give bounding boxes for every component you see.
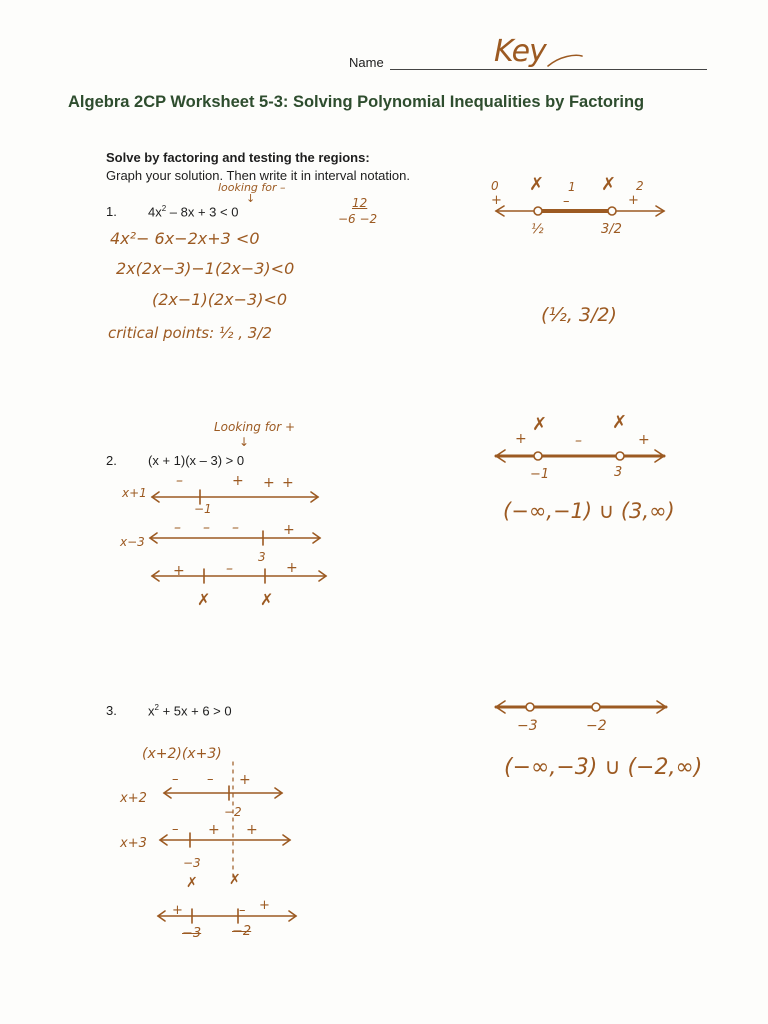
- problem-1-pair: −6 −2: [338, 212, 378, 226]
- problem-3-line-2-sign-1: –: [172, 822, 179, 837]
- problem-3-mark-1: ✗: [186, 875, 198, 891]
- problem-1-cross-1: ✗: [529, 174, 545, 195]
- problem-3-number: 3.: [106, 703, 117, 718]
- problem-3-line-3-sign-1: +: [172, 903, 183, 918]
- problem-2-line-1-label: x+1: [122, 486, 147, 500]
- problem-2-graph-cross-1: ✗: [532, 414, 548, 435]
- problem-3-equation: $x^2 + 5x + 6 > 0$: [148, 703, 232, 719]
- problem-1-work-line-2: 2x(2x−3)−1(2x−3)<0: [116, 259, 295, 278]
- problem-2-line-1-tick: −1: [194, 502, 212, 516]
- problem-2-line-3-sign-3: +: [286, 560, 298, 576]
- problem-3-answer: (−∞,−3) ∪ (−2,∞): [504, 755, 703, 780]
- problem-2-graph-sign-middle: –: [575, 433, 582, 449]
- problem-1-label-three-halves: 3/2: [601, 222, 622, 237]
- problem-1-sign-middle: –: [563, 194, 570, 209]
- problem-3-mark-2: ✗: [229, 872, 241, 888]
- name-value: Key: [494, 34, 546, 69]
- problem-3-work-line-2: [160, 833, 290, 847]
- problem-3-line-1-sign-3: +: [239, 772, 251, 788]
- problem-1-looking-for: looking for –: [218, 181, 286, 194]
- problem-3-line-1-label: x+2: [120, 791, 147, 806]
- problem-3-graph-label-2: −2: [586, 718, 607, 734]
- problem-2-arrow: ↓: [239, 435, 250, 449]
- problem-2-equation: (x + 1)(x – 3) > 0: [148, 453, 245, 468]
- problem-3-line-3-sign-3: +: [259, 898, 270, 913]
- problem-1-number-line: [496, 206, 664, 216]
- instructions-body: Graph your solution. Then write it in interval notation.: [106, 168, 410, 183]
- problem-3-line-3-tick-1: −3: [182, 926, 202, 941]
- problem-2-line-2-tick: 3: [258, 550, 266, 564]
- problem-1-region-0: 0: [491, 179, 499, 193]
- problem-2-line-3-sign-1: +: [173, 563, 185, 579]
- problem-2-answer: (−∞,−1) ∪ (3,∞): [503, 499, 675, 523]
- problem-2-line-1-sign-2: +: [232, 473, 244, 489]
- problem-1-answer: (½, 3/2): [541, 304, 617, 326]
- problem-1-sign-left: +: [491, 193, 502, 208]
- problem-3-graph-label-1: −3: [517, 718, 538, 734]
- problem-1-work-line-3: (2x−1)(2x−3)<0: [152, 290, 288, 309]
- problem-2-graph-label-1: −1: [530, 467, 550, 482]
- problem-2-work-line-1: [152, 490, 318, 504]
- problem-2-line-1-sign-4: +: [282, 475, 294, 491]
- problem-2-line-3-mark-1: ✗: [197, 590, 211, 609]
- name-label: Name: [349, 55, 384, 70]
- problem-1-region-1: 1: [568, 180, 576, 194]
- problem-2-line-2-sign-1: –: [174, 520, 181, 536]
- problem-2-number-line: [496, 450, 664, 462]
- problem-2-line-2-sign-4: +: [283, 522, 295, 538]
- problem-3-number-line: [496, 701, 666, 713]
- problem-2-graph-cross-2: ✗: [612, 412, 628, 433]
- problem-3-line-2-tick: −3: [183, 856, 201, 870]
- problem-2-line-2-sign-3: –: [232, 520, 239, 536]
- problem-2-line-2-label: x−3: [120, 535, 145, 549]
- problem-1-region-2: 2: [636, 179, 644, 193]
- problem-1-label-half: ½: [531, 222, 544, 237]
- problem-3-line-1-tick: −2: [224, 805, 242, 819]
- problem-3-line-2-sign-2: +: [208, 822, 220, 838]
- problem-2-line-1-sign-1: –: [176, 473, 183, 489]
- problem-1-critical-points: critical points: ½ , 3/2: [108, 324, 272, 342]
- problem-1-work-line-1: 4x²− 6x−2x+3 <0: [110, 229, 260, 248]
- problem-2-work-line-2: [150, 531, 320, 545]
- problem-3-work-line-1: [164, 786, 282, 800]
- problem-2-looking-for: Looking for +: [214, 420, 296, 434]
- problem-3-line-1-sign-1: –: [172, 772, 179, 787]
- problem-3-line-1-sign-2: –: [207, 772, 214, 787]
- problem-1-cross-2: ✗: [601, 174, 617, 195]
- problem-3-line-2-sign-3: +: [246, 822, 258, 838]
- problem-2-number: 2.: [106, 453, 117, 468]
- problem-2-line-1-sign-3: +: [263, 475, 275, 491]
- problem-1-equation: $4x^2 - 8x + 3 < 0$: [148, 204, 239, 220]
- problem-2-graph-sign-left: +: [515, 431, 527, 447]
- problem-3-line-3-sign-2: –: [239, 903, 246, 918]
- problem-3-work-line-3: [158, 909, 296, 923]
- problem-2-work-line-3: [152, 569, 326, 583]
- problem-2-line-3-mark-2: ✗: [260, 590, 274, 609]
- problem-1-arrow: ↓: [246, 192, 256, 205]
- problem-1-product: 12: [352, 196, 368, 210]
- problem-2-graph-sign-right: +: [638, 432, 650, 448]
- problem-3-line-3-tick-2: −2: [232, 924, 252, 939]
- problem-2-line-2-sign-2: –: [203, 520, 210, 536]
- problem-2-graph-label-2: 3: [614, 465, 623, 480]
- problem-3-line-2-label: x+3: [120, 836, 147, 851]
- page-title: Algebra 2CP Worksheet 5-3: Solving Polynomial Inequalities by Factoring: [68, 93, 645, 111]
- problem-2-line-3-sign-2: –: [226, 561, 233, 577]
- signature-flourish: [548, 55, 582, 66]
- problem-3-factored: (x+2)(x+3): [142, 746, 222, 762]
- problem-1-number: 1.: [106, 204, 117, 219]
- instructions-heading: Solve by factoring and testing the regions:: [106, 150, 370, 165]
- problem-1-sign-right: +: [628, 193, 639, 208]
